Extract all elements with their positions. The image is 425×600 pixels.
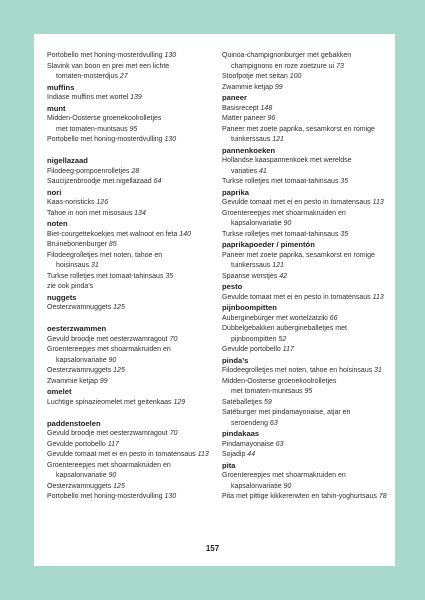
index-entry-text: Gevulde tomaat met ei en pesto in tomatensaus [222, 199, 373, 206]
index-page-ref: 64 [153, 178, 162, 185]
index-entry-text: Gevulde tomaat met ei en pesto in tomatensaus [222, 293, 373, 301]
index-entry [47, 377, 219, 388]
index-entry-text: Portobello met honing-mosterdvulling [47, 136, 165, 143]
index-entry [47, 272, 219, 283]
index-entry [222, 345, 394, 356]
index-entry-text: Gevuld broodje met oesterzwamragout [47, 335, 170, 343]
index-page-ref: 140 [179, 230, 191, 238]
index-heading: pannenkoeken [222, 145, 276, 155]
index-entry-text: Filodeegrolletjes met noten, tahoe en [47, 251, 163, 259]
index-entry [47, 240, 219, 251]
index-entry-text: seroendeng [231, 419, 270, 427]
index-page-ref: 31 [91, 262, 99, 269]
index-entry-text: Biet-courgettekoekjes met walnoot en feta [47, 230, 180, 238]
index-page-ref: 31 [374, 367, 382, 374]
index-entry-text: Satéballetjes [222, 398, 265, 406]
index-entry-text: met tomaten-muntsaus [56, 125, 130, 133]
index-entry [222, 125, 394, 136]
index-entry-continuation [222, 62, 394, 73]
index-entry-text: Pindamayonaise [222, 440, 276, 448]
index-entry [47, 177, 219, 188]
index-entry [47, 303, 219, 314]
index-page-ref: 113 [197, 451, 209, 458]
index-entry-text: pijnboompitten [231, 335, 279, 343]
index-entry [222, 314, 394, 325]
index-entry-text: Groentereepjes met shoarmakruiden en [47, 461, 171, 469]
index-entry [47, 398, 219, 409]
index-column-left [47, 51, 219, 503]
index-entry-text: Gevulde tomaat met ei en pesto in tomatensaus [47, 451, 198, 458]
index-page-ref: 63 [275, 440, 284, 448]
index-entry [47, 492, 219, 503]
index-page-ref: 66 [329, 314, 338, 322]
index-entry-text: Groentereepjes met shoarmakruiden en [222, 472, 346, 479]
index-entry [47, 209, 219, 220]
page-border-left [0, 0, 34, 600]
index-page-ref: 35 [340, 230, 349, 238]
index-heading: pijnboompitten [222, 303, 277, 312]
index-entry [222, 492, 394, 503]
index-entry-text: zie ook pinda’s [47, 283, 94, 290]
index-entry-continuation [222, 167, 394, 178]
index-entry-text: Zwammie ketjap [222, 83, 275, 91]
index-entry-text: Groentereepjes met shoarmakruiden en [222, 209, 346, 217]
index-page-ref: 27 [119, 73, 128, 80]
index-entry-text: Matter paneer [222, 115, 268, 122]
index-heading: paprika [222, 187, 250, 197]
index-entry [47, 230, 219, 241]
index-entry [47, 114, 219, 125]
index-entry-text: Indiase muffins met wortel [47, 94, 131, 101]
index-entry-text: Oesterzwamnuggets [47, 367, 114, 374]
index-entry [47, 51, 219, 62]
index-page-ref: 95 [129, 125, 138, 133]
index-entry-text: tomaten-mosterdjus [56, 73, 120, 80]
page-border-right [395, 0, 425, 600]
index-page-ref: 73 [336, 62, 344, 70]
index-entry [47, 461, 219, 472]
index-page-ref: 129 [173, 398, 186, 406]
index-heading: pita [222, 460, 236, 470]
index-entry-text: Spaanse worstjes [222, 272, 280, 280]
index-entry-continuation [222, 135, 394, 146]
index-entry-text: Turkse rolletjes met tomaat-tahinsaus [222, 230, 341, 238]
index-entry [222, 272, 394, 283]
index-page-ref: 70 [169, 335, 178, 343]
index-entry-continuation [47, 471, 219, 482]
index-page-ref: 121 [272, 262, 284, 269]
index-page-ref: 90 [108, 356, 117, 364]
index-entry-text: hoisinsaus [56, 262, 92, 269]
index-entry-text: Auberginebúrger met wortelzatziki [222, 314, 330, 322]
index-entry [222, 104, 394, 115]
index-entry-text: Gevuld broodje met oesterzwamragout [47, 430, 170, 437]
index-page-ref: 126 [96, 199, 109, 206]
index-entry-text: Zwammie ketjap [47, 377, 100, 385]
index-entry [47, 345, 219, 356]
index-entry-continuation [222, 419, 394, 430]
index-heading: paneer [222, 93, 247, 102]
index-entry [47, 450, 219, 461]
index-heading: nuggets [47, 292, 77, 302]
index-entry [47, 429, 219, 440]
index-page-ref: 117 [282, 346, 294, 353]
index-entry [222, 72, 394, 83]
page-border-bottom [0, 566, 425, 600]
index-entry-text: Oesterzwamnuggets [47, 482, 114, 490]
index-entry-text: Gevulde portobello [47, 440, 108, 448]
index-entry [222, 156, 394, 167]
index-entry [222, 450, 394, 461]
index-entry-continuation [47, 125, 219, 136]
index-entry-text: champignons en roze zoetzure ui [231, 62, 337, 70]
index-page-ref: 95 [304, 388, 313, 395]
index-page-ref: 139 [130, 94, 142, 101]
index-entry-text: Hollandse kaaspannenkoek met wereldse [222, 157, 352, 164]
index-heading: pesto [222, 282, 243, 291]
index-entry-text: kapsalonvariatie [231, 482, 284, 490]
index-entry-text: Midden-Oosterse groenekoolrolletjes [47, 115, 162, 122]
index-entry-text: Satéburger met pindamayonaise, atjar en [222, 409, 351, 416]
index-spacer [47, 146, 219, 157]
index-page-ref: 100 [289, 73, 302, 80]
index-page-ref: 59 [264, 398, 272, 406]
index-page-ref: 113 [372, 293, 384, 301]
index-entry [222, 366, 394, 377]
index-entry-text: variaties [231, 167, 260, 175]
index-page-ref: 42 [279, 272, 287, 280]
index-page-ref: 90 [283, 482, 292, 490]
index-entry-continuation [47, 356, 219, 367]
index-entry-continuation [222, 219, 394, 230]
index-entry-text: Stoofpotje met seitan [222, 73, 290, 80]
index-entry [47, 282, 219, 293]
index-page-ref: 41 [259, 167, 267, 175]
index-page-ref: 125 [113, 304, 125, 311]
index-entry [47, 198, 219, 209]
index-page-ref: 148 [260, 104, 273, 112]
index-heading: paddenstoelen [47, 418, 101, 428]
index-entry-text: Tahoe in nori met misosaus [47, 209, 135, 217]
index-entry-text: Gevulde portobello [222, 346, 283, 353]
index-page-ref: 134 [134, 209, 146, 217]
index-entry [222, 251, 394, 262]
index-page-ref: 96 [267, 115, 276, 122]
index-entry-text: Paneer met zoete paprika, sesamkorst en romige [222, 125, 375, 133]
index-page-ref: 85 [108, 241, 117, 248]
index-page-ref: 130 [164, 52, 177, 59]
index-entry-continuation [47, 261, 219, 272]
index-entry-text: Turkse rolletjes met tomaat-tahinsaus [47, 272, 166, 280]
index-entry [222, 177, 394, 188]
index-entry [222, 51, 394, 62]
index-entry [47, 335, 219, 346]
index-entry [222, 293, 394, 304]
index-page-ref: 125 [113, 482, 125, 490]
index-page-ref: 117 [107, 440, 119, 448]
index-entry-continuation [47, 72, 219, 83]
index-page-ref: 35 [165, 272, 174, 280]
index-heading: pinda’s [222, 355, 249, 365]
index-entry [47, 366, 219, 377]
index-entry-continuation [222, 387, 394, 398]
index-page-ref: 113 [372, 199, 384, 206]
index-entry [47, 167, 219, 178]
index-entry-text: Oesterzwamnuggets [47, 304, 114, 311]
index-page-ref: 35 [340, 178, 349, 185]
index-entry-text: Quinoa-champignonburger met gebakken [222, 52, 352, 59]
index-heading: noten [47, 219, 68, 228]
index-entry-text: tuinkerssaus [231, 136, 273, 143]
index-entry [47, 62, 219, 73]
index-entry [47, 482, 219, 493]
index-heading: munt [47, 103, 66, 113]
index-entry-text: Midden-Oosterse groenekoolrolletjes [222, 377, 337, 385]
index-page-ref: 90 [108, 472, 117, 479]
index-entry-text: Saucijzenbroodje met nigellazaad [47, 178, 154, 185]
index-entry-text: Pita met pittige kikkererwten en tahin-yoghurtsaus [222, 493, 379, 500]
index-entry-text: tuinkerssaus [231, 262, 273, 269]
index-entry-text: Sojadip [222, 451, 248, 458]
index-entry-text: met tomaten-muntsaus [231, 388, 305, 395]
index-entry-text: Portobello met honing-mosterdvulling [47, 493, 165, 500]
index-page-ref: 121 [272, 136, 284, 143]
index-entry-text: Turkse rolletjes met tomaat-tahinsaus [222, 178, 341, 185]
index-entry-text: Kaas-noristicks [47, 199, 97, 206]
index-page-ref: 52 [278, 335, 287, 343]
index-page-ref: 99 [274, 83, 283, 91]
index-entry [222, 324, 394, 335]
index-spacer [47, 408, 219, 419]
page-number: 157 [205, 544, 220, 553]
index-page-ref: 130 [164, 136, 177, 143]
index-entry [222, 440, 394, 451]
index-entry-text: Slavink van boon en prei met een lichte [47, 62, 170, 70]
index-entry-text: Filodeegrolletjes met noten, tahoe en hoisinsaus [222, 367, 375, 374]
index-entry-continuation [222, 261, 394, 272]
index-page-ref: 78 [378, 493, 387, 500]
index-entry-continuation [222, 335, 394, 346]
index-entry [222, 377, 394, 388]
index-entry [222, 198, 394, 209]
index-page-ref: 125 [113, 367, 125, 374]
index-heading: nori [47, 187, 62, 197]
index-page-ref: 70 [169, 430, 178, 437]
index-heading: oesterzwammen [47, 324, 107, 333]
index-spacer [47, 314, 219, 325]
index-entry-text: kapsalonvariatie [56, 356, 109, 364]
index-entry [222, 209, 394, 220]
index-entry [47, 440, 219, 451]
index-page [34, 34, 395, 566]
index-entry-text: Basisrecept [222, 104, 261, 112]
index-entry-text: Filodeeg-pompoenrolletjes [47, 167, 132, 175]
index-heading: omelet [47, 387, 72, 396]
index-entry-text: Bruinebonenburger [47, 241, 109, 248]
index-page-ref: 28 [131, 167, 140, 175]
index-heading: nigellazaad [47, 156, 88, 165]
index-entry-text: Groentereepjes met shoarmakruiden en [47, 346, 171, 353]
index-entry-continuation [222, 482, 394, 493]
index-entry [222, 230, 394, 241]
index-page-ref: 130 [164, 493, 177, 500]
index-entry [222, 471, 394, 482]
index-entry [47, 251, 219, 262]
index-heading: paprikapoeder / pimentón [222, 240, 315, 249]
index-entry [47, 135, 219, 146]
index-entry [222, 398, 394, 409]
index-entry-text: Paneer met zoete paprika, sesamkorst en romige [222, 251, 375, 259]
index-heading: pindakaas [222, 429, 260, 438]
index-entry-text: Dubbelgebakken aubergineballetjes met [222, 325, 347, 332]
index-entry-text: kapsalonvariatie [231, 220, 284, 227]
index-page-ref: 63 [269, 419, 278, 427]
index-entry-text: Luchtige spinazieomelet met geitenkaas [47, 398, 174, 406]
index-entry [47, 93, 219, 104]
index-entry [222, 83, 394, 94]
index-heading: muffins [47, 82, 75, 92]
index-entry [222, 408, 394, 419]
index-column-right [222, 51, 394, 503]
index-entry [222, 114, 394, 125]
index-page-ref: 44 [247, 451, 256, 458]
index-page-ref: 99 [99, 377, 108, 385]
page-border-top [0, 0, 425, 34]
index-entry-text: kapsalonvariatie [56, 472, 109, 479]
index-page-ref: 90 [283, 220, 292, 227]
index-entry-text: Portobello met honing-mosterdvulling [47, 52, 165, 59]
